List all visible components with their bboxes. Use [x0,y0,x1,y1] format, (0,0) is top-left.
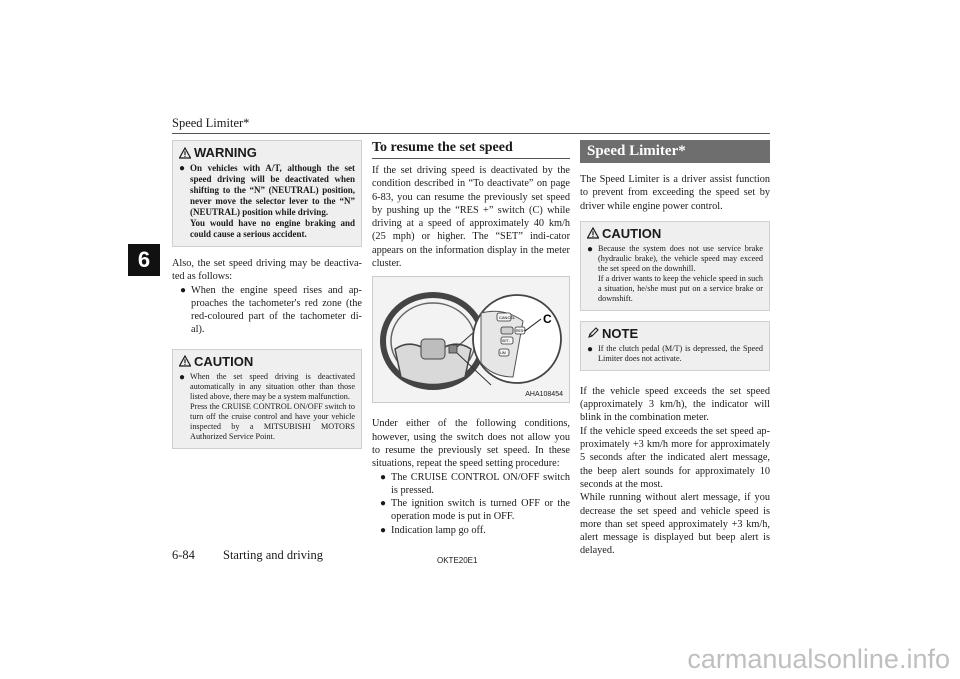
section-title-bar: Speed Limiter* [580,140,770,163]
bullet-icon: ● [380,471,387,483]
note-box [580,321,770,371]
watermark: carmanualsonline.info [687,644,950,674]
caution-label: CAUTION [194,353,254,369]
note-label: NOTE [602,325,639,341]
paragraph: If the vehicle speed exceeds the set speed ap-proximately +3 km/h more for approximately 5 seconds after the indicated alert message, the beep alert sounds for approximately 10 seconds at the most. [580,425,770,490]
caution-box [580,221,770,311]
bullet-icon: ● [179,163,186,174]
bullet-icon: ● [180,284,187,296]
list-item: ● The ignition switch is turned OFF or the operation mode is put in OFF. [380,498,570,523]
column-1 [172,140,362,459]
warning-item [179,163,355,240]
column-2 [372,140,570,537]
page-number: 6-84 [172,548,195,562]
paragraph: Under either of the following conditions, however, using the switch does not allow you to resume the previously set speed. In these situations, repeat the speed setting procedure: [372,418,570,470]
header-rule [172,133,770,134]
bullet-icon: ● [587,343,594,355]
caution-item [179,372,355,442]
paragraph: If the vehicle speed exceeds the set speed (approximately 3 km/h), the indicator will blink in the combination meter. [580,385,770,424]
document-code: OKTE20E1 [437,556,478,565]
bullet-icon: ● [179,371,186,383]
note-text: If the clutch pedal (M/T) is depressed, the Speed Limiter does not activate. [598,343,763,363]
warning-box [172,140,362,247]
warning-triangle-icon [179,147,191,159]
section-heading: To resume the set speed [372,140,570,159]
chapter-tab: 6 [128,244,160,276]
bullet-list [372,471,570,537]
set-button-label: SET- [502,339,510,344]
bullet-list [172,284,362,337]
note-title [587,326,763,341]
steering-wheel-illustration [373,277,569,402]
figure-code: AHA108454 [525,391,563,399]
steering-wheel-figure [372,276,570,403]
caution-label: CAUTION [602,225,662,241]
paragraph: If the set driving speed is deactivated by the condition described in “To deactivate” on page 6-83, you can resume the previously set speed by pushing up the “RES +” switch (C) while driving at a speed of approximately 40 km/h (25 mph) or higher. The “SET” indi-cator appears on the information display in the meter cluster. [372,165,570,270]
paragraph: Also, the set speed driving may be deactiva-ted as follows: [172,258,362,283]
caution-title [179,354,355,369]
lim-button-label: LIM [500,351,506,356]
warning-text: On vehicles with A/T, although the set speed driving will be deactivated when shifting to the “N” (NEUTRAL) position, never move the selector lever to the “N” (NEUTRAL) position while driving. You would have no engine braking and could cause a serious accident. [190,163,355,239]
warning-label: WARNING [194,145,257,160]
cancel-button-label: CANCEL [499,315,516,321]
bullet-icon: ● [587,243,594,255]
caution-title [587,226,763,241]
caution-item [587,244,763,304]
list-item: ● The CRUISE CONTROL ON/OFF switch is pressed. [380,471,570,496]
column-3 [580,140,770,558]
bullet-icon: ● [380,524,387,536]
res-button-label: RES+ [516,329,526,334]
section-name: Starting and driving [223,548,323,562]
bullet-icon: ● [380,498,387,510]
paragraph: The Speed Limiter is a driver assist function to prevent from exceeding the speed set by driver while engine power control. [580,174,770,212]
caution-text: Because the system does not use service brake (hydraulic brake), the vehicle speed may exceed the set speed on the downhill. If a driver wants to keep the vehicle speed in such a situation, he/she must put on a service brake or downshift. [598,243,763,303]
caution-triangle-icon [587,227,599,239]
paragraph: While running without alert message, if you decrease the set speed and vehicle speed is more than set speed approximately +3 km/h, alert message is displayed but beep alert is delayed. [580,492,770,557]
caution-triangle-icon [179,355,191,367]
callout-c: C [543,312,552,327]
list-item: ● When the engine speed rises and ap-proaches the tachometer's red zone (the red-coloured part of the tachometer di-al). [180,284,362,336]
caution-box [172,349,362,449]
list-item: ● Indication lamp go off. [380,524,486,536]
note-item [587,344,763,364]
caution-text: When the set speed driving is deactivated automatically in any situation other than those listed above, there may be a system malfunction. Press the CRUISE CONTROL ON/OFF switch to turn off the cruise control and have your vehicle inspected by a MITSUBISHI MOTORS Authorized Service Point. [190,371,355,441]
running-head: Speed Limiter* [172,116,250,130]
note-pencil-icon [587,327,599,339]
warning-title [179,145,355,160]
